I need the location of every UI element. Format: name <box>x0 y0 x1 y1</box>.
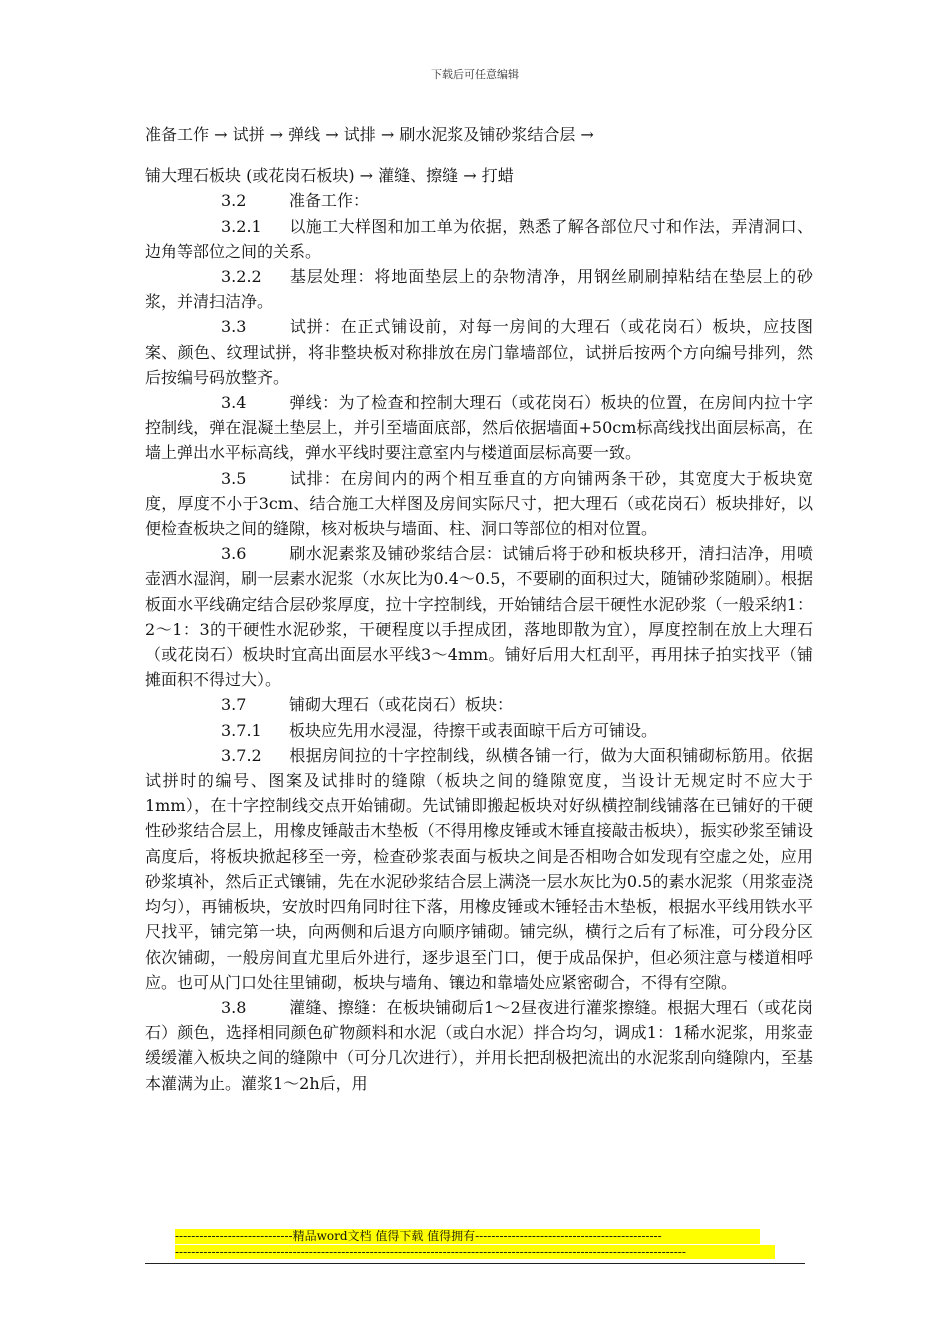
paragraph-text: 铺砌大理石（或花岗石）板块： <box>289 695 514 715</box>
section-number: 3.7 <box>221 695 247 715</box>
paragraph-text: 准备工作： <box>289 191 370 211</box>
paragraph <box>145 541 813 692</box>
section-number: 3.5 <box>221 468 247 488</box>
paragraph-text: 弹线：为了检查和控制大理石（或花岗石）板块的位置，在房间内拉十字控制线，弹在混凝土垫层上，并引至墙面底部，然后依据墙面+50cm标高线找出面层标高，在墙上弹出水平标高线，弹水平线时要注意室内与楼道面层标高要一致。 <box>145 393 813 463</box>
section-number: 3.7.2 <box>221 745 262 765</box>
footer-rule <box>145 1263 805 1264</box>
paragraph-list <box>145 188 813 1095</box>
section-number: 3.6 <box>221 544 247 564</box>
section-number: 3.2 <box>221 191 247 211</box>
paragraph-text: 试排：在房间内的两个相互垂直的方向铺两条干砂，其宽度大于板块宽度，厚度不小于3cm、结合施工大样图及房间实际尺寸，把大理石（或花岗石）板块排好，以便检查板块之间的缝隙，核对板块与墙面、柱、洞口等部位的相对位置。 <box>145 468 813 539</box>
paragraph-text: 基层处理：将地面垫层上的杂物清净，用钢丝刷刷掉粘结在垫层上的砂浆，并清扫洁净。 <box>145 267 813 312</box>
paragraph <box>145 188 813 213</box>
paragraph <box>145 390 813 466</box>
section-number: 3.3 <box>221 317 247 337</box>
paragraph <box>145 264 813 314</box>
footer-banner: -----------------------------精品word文档 值得下载 值得拥有---------------------------------------------- <box>175 1229 760 1244</box>
document-body <box>145 122 813 1096</box>
section-number: 3.2.1 <box>221 216 262 236</box>
paragraph-text: 灌缝、擦缝：在板块铺砌后1～2昼夜进行灌浆擦缝。根据大理石（或花岗石）颜色，选择相同颜色矿物颜料和水泥（或白水泥）拌合均匀，调成1：1稀水泥浆，用浆壶缓缓灌入板块之间的缝隙中（可分几次进行），并用长把刮极把流出的水泥浆刮向缝隙内，至基本灌满为止。灌浆1～2h后，用 <box>145 997 813 1093</box>
process-flow-line-2: 铺大理石板块 (或花岗石板块) → 灌缝、擦缝 → 打蜡 <box>145 166 514 186</box>
paragraph-text: 以施工大样图和加工单为依据，熟悉了解各部位尺寸和作法，弄清洞口、边角等部位之间的关系。 <box>145 216 813 261</box>
section-number: 3.8 <box>221 997 247 1017</box>
paragraph-text: 根据房间拉的十字控制线，纵横各铺一行，做为大面积铺砌标筋用。依据试拼时的编号、图案及试排时的缝隙（板块之间的缝隙宽度，当设计无规定时不应大于1mm），在十字控制线交点开始铺砌。先试铺即搬起板块对好纵横控制线铺落在已铺好的干硬性砂浆结合层上，用橡皮锤敲击木垫板（不得用橡皮锤或木锤直接敲击板块），振实砂浆至铺设高度后，将板块掀起移至一旁，检查砂浆表面与板块之间是否相吻合如发现有空虚之处，应用砂浆填补，然后正式镶铺，先在水泥砂浆结合层上满浇一层水灰比为0.5的素水泥浆（用浆壶浇均匀），再铺板块，安放时四角同时往下落，用橡皮锤或木锤轻击木垫板，根据水平线用铁水平尺找平，铺完第一块，向两侧和后退方向顺序铺砌。铺完纵，横行之后有了标准，可分段分区依次铺砌，一般房间直尤里后外进行，逐步退至门口，便于成品保护，但必须注意与楼道相呼应。也可从门口处往里铺砌，板块与墙角、镶边和靠墙处应紧密砌合，不得有空隙。 <box>145 745 813 992</box>
page-header: 下载后可任意编辑 <box>431 68 519 81</box>
paragraph-text: 试拼：在正式铺设前，对每一房间的大理石（或花岗石）板块，应技图案、颜色、纹理试拼，将非整块板对称排放在房门靠墙部位，试拼后按两个方向编号排列，然后按编号码放整齐。 <box>145 317 813 387</box>
paragraph-text: 刷水泥素浆及铺砂浆结合层：试铺后将于砂和板块移开，清扫洁净，用喷壶洒水湿润，刷一层素水泥浆（水灰比为0.4～0.5，不要刷的面积过大，随铺砂浆随刷）。根据板面水平线确定结合层砂浆厚度，拉十字控制线，开始铺结合层干硬性水泥砂浆（一般采纳1：2～1：3的干硬性水泥砂浆，干硬程度以手捏成团，落地即散为宜），厚度控制在放上大理石（或花岗石）板块时宜高出面层水平线3～4mm。铺好后用大杠刮平，再用抹子拍实找平（铺摊面积不得过大）。 <box>145 544 813 690</box>
section-number: 3.2.2 <box>221 267 262 287</box>
paragraph <box>145 743 813 995</box>
footer-dash-line: ------------------------------------------------------------------------------------------------------------------------------ <box>175 1245 775 1259</box>
paragraph <box>145 314 813 390</box>
paragraph <box>145 214 813 264</box>
paragraph-text: 板块应先用水浸湿，待擦干或表面晾干后方可铺设。 <box>289 720 658 740</box>
section-number: 3.7.1 <box>221 720 262 740</box>
paragraph <box>145 692 813 717</box>
process-flow-line-1: 准备工作 → 试拼 → 弹线 → 试排 → 刷水泥浆及铺砂浆结合层 → <box>145 125 594 144</box>
paragraph <box>145 466 813 542</box>
section-number: 3.4 <box>221 393 247 413</box>
paragraph <box>145 718 813 743</box>
paragraph <box>145 995 813 1096</box>
